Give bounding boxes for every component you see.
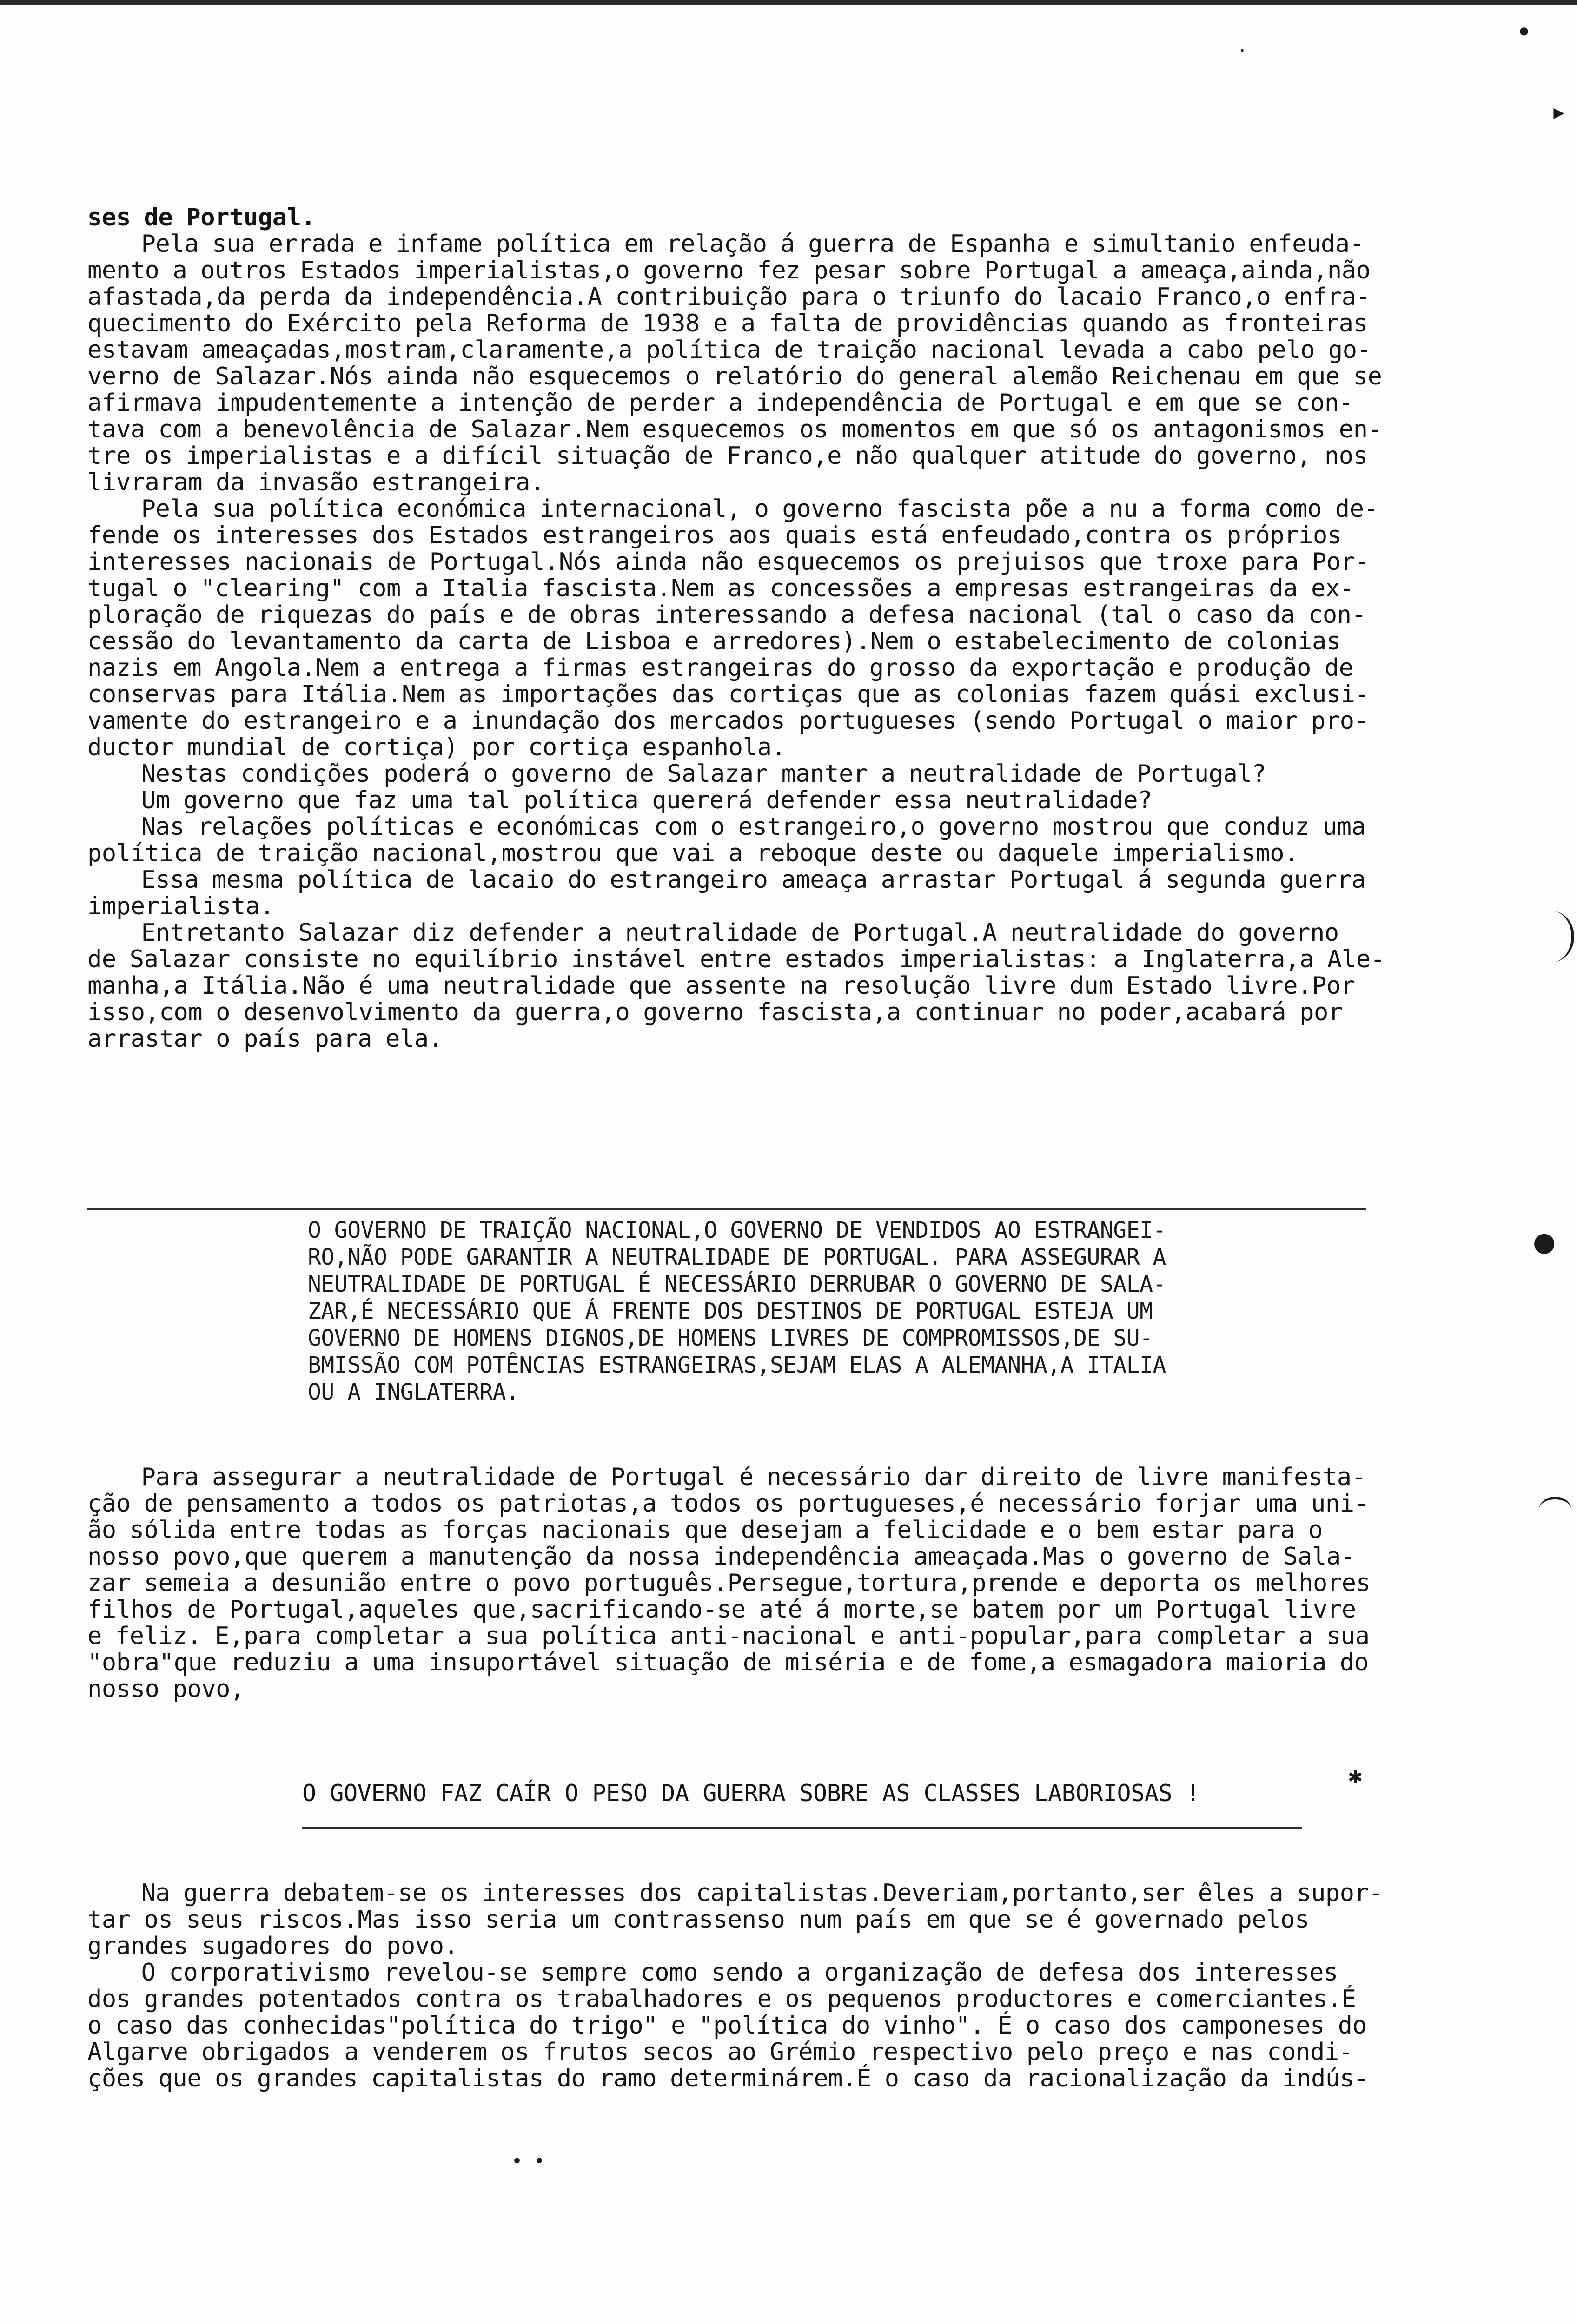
ink-speck: • • [511, 2151, 545, 2172]
paragraph: Para assegurar a neutralidade de Portugal é necessário dar direito de livre manifesta- ção de pensamento a todos os patriotas,a todos os portugueses,é necessário forjar uma uni- ão sólida entre todas as forças nacionais que desejam a felicidade e o bem estar para o nosso povo,que querem a manutenção da nossa independência ameaçada.Mas o governo de Sala- zar semeia a desunião entre o povo português.Persegue,tortura,prende e deporta os melhores filhos de Portugal,aqueles que,sacrificando-se até á morte,se batem por um Portugal livre e feliz. E,para completar a sua política anti-nacional e anti-popular,para completar a sua "obra"que reduziu a uma insuportável situação de miséria e de fome,a esmagadora maioria do nosso povo, [87, 1463, 1371, 1703]
body-text-part-3 [87, 1880, 1501, 2092]
paragraph: Nestas condições poderá o governo de Salazar manter a neutralidade de Portugal? Um governo que faz uma tal política quererá defender essa neutralidade? Nas relações políticas e económicas com o estrangeiro,o governo mostrou que conduz uma política de traição nacional,mostrou que vai a reboque deste ou daquele imperialismo. Essa mesma política de lacaio do estrangeiro ameaça arrastar Portugal á segunda guerra imperialista. [87, 760, 1366, 920]
margin-pencil-mark [1530, 911, 1574, 962]
section-heading: O GOVERNO FAZ CAÍR O PESO DA GUERRA SOBRE AS CLASSES LABORIOSAS ! [302, 1780, 1200, 1807]
heading-underline [302, 1827, 1302, 1829]
paragraph: Pela sua errada e infame política em relação á guerra de Espanha e simultanio enfeuda- mento a outros Estados imperialistas,o governo fez pesar sobre Portugal a ameaça,ainda,não afastada,da perda da independência.A contribuição para o triunfo do lacaio Franco,o enfra- quecimento do Exército pela Reforma de 1938 e a falta de providências quando as fronteiras estavam ameaçadas,mostram,claramente,a política de traição nacional levada a cabo pelo go- verno de Salazar.Nós ainda não esquecemos o relatório do general alemão Reichenau em que se afirmava impudentemente a intenção de perder a independência de Portugal e em que se con- tava com a benevolência de Salazar.Nem esquecemos os momentos em que só os antagonismos en- tre os imperialistas e a difícil situação de Franco,e não qualquer atitude do governo, nos livraram da invasão estrangeira. [87, 230, 1382, 496]
page-top-border [0, 0, 1577, 5]
boxed-statement [308, 1217, 1377, 1406]
body-text-part-2 [87, 1464, 1501, 1703]
section-divider [87, 1208, 1366, 1210]
ink-speck: • [1516, 16, 1533, 49]
ink-speck: ▸ [1550, 95, 1568, 128]
boxed-statement-text: O GOVERNO DE TRAIÇÃO NACIONAL,O GOVERNO DE VENDIDOS AO ESTRANGEI- RO,NÃO PODE GARANTIR A NEUTRALIDADE DE PORTUGAL. PARA ASSEGURAR A NEUTRALIDADE DE PORTUGAL É NECESSÁRIO DERRUBAR O GOVERNO DE SALA- ZAR,É NECESSÁRIO QUE Á FRENTE DOS DESTINOS DE PORTUGAL ESTEJA UM GOVERNO DE HOMENS DIGNOS,DE HOMENS LIVRES DE COMPROMISSOS,DE SU- BMISSÃO COM POTÊNCIAS ESTRANGEIRAS,SEJAM ELAS A ALEMANHA,A ITALIA OU A INGLATERRA. [308, 1217, 1166, 1405]
paragraph: Na guerra debatem-se os interesses dos capitalistas.Deveriam,portanto,ser êles a supor- tar os seus riscos.Mas isso seria um contrassenso num país em que se é governado pelos grandes sugadores do povo. O corporativismo revelou-se sempre como sendo a organização de defesa dos interesses dos grandes potentados contra os trabalhadores e os pequenos productores e comerciantes.É o caso das conhecidas"política do trigo" e "política do vinho". É o caso dos camponeses do Algarve obrigados a venderem os frutos secos ao Grémio respectivo pelo preço e nas condi- ções que os grandes capitalistas do ramo determinárem.É o caso da racionalização da indús- [87, 1879, 1383, 2093]
paragraph: Entretanto Salazar diz defender a neutralidade de Portugal.A neutralidade do governo de Salazar consiste no equilíbrio instável entre estados imperialistas: a Inglaterra,a Ale- manha,a Itália.Não é uma neutralidade que assente na resolução livre dum Estado livre.Por isso,com o desenvolvimento da guerra,o governo fascista,a continuar no poder,acabará por arrastar o país para ela. [87, 919, 1385, 1053]
body-text-part-1 [87, 205, 1501, 1052]
paragraph: Pela sua política económica internacional, o governo fascista põe a nu a forma como de- fende os interesses dos Estados estrangeiros aos quais está enfeudado,contra os próprios interesses nacionais de Portugal.Nós ainda não esquecemos os prejuisos que troxe para Por- tugal o "clearing" com a Italia fascista.Nem as concessões a empresas estrangeiras da ex- ploração de riquezas do país e de obras interessando a defesa nacional (tal o caso da con- cessão do levantamento da carta de Lisboa e arredores).Nem o estabelecimento de colonias nazis em Angola.Nem a entrega a firmas estrangeiras do grosso da exportação e produção de conservas para Itália.Nem as importações das cortiças que as colonias fazem quási exclusi- vamente do estrangeiro e a inundação dos mercados portugueses (sendo Portugal o maior pro- ductor mundial de cortiça) por cortiça espanhola. [87, 495, 1378, 761]
paragraph: ses de Portugal. [87, 204, 316, 231]
ink-speck: ● [1534, 1221, 1555, 1261]
margin-pencil-mark [1539, 1497, 1571, 1523]
ink-speck: ✱ [1348, 1762, 1363, 1789]
ink-speck: · [1237, 40, 1248, 62]
